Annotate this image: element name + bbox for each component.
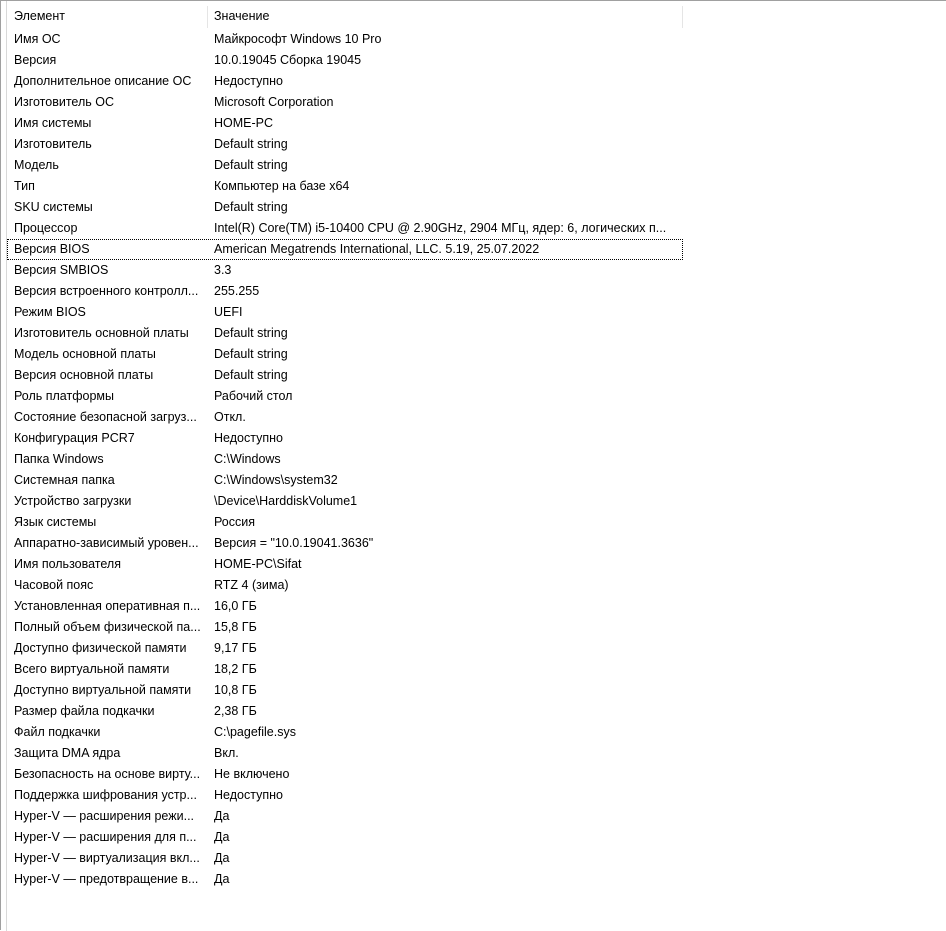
table-row[interactable]	[7, 260, 683, 281]
item-value: Недоступно	[214, 74, 283, 88]
item-name: Часовой пояс	[14, 578, 94, 592]
item-name: Конфигурация PCR7	[14, 431, 135, 445]
item-name: Дополнительное описание ОС	[14, 74, 192, 88]
table-row[interactable]	[7, 617, 683, 638]
system-summary-list	[7, 29, 683, 890]
column-header-item[interactable]: Элемент	[14, 9, 65, 23]
table-row[interactable]	[7, 71, 683, 92]
item-name: Версия основной платы	[14, 368, 154, 382]
item-value: 255.255	[214, 284, 260, 298]
item-name: Доступно виртуальной памяти	[14, 683, 192, 697]
item-value: Да	[214, 809, 230, 823]
table-row[interactable]	[7, 554, 683, 575]
table-row[interactable]	[7, 869, 683, 890]
table-row[interactable]	[7, 197, 683, 218]
item-name: Доступно физической памяти	[14, 641, 187, 655]
item-name: Размер файла подкачки	[14, 704, 155, 718]
table-row[interactable]	[7, 365, 683, 386]
item-name: Всего виртуальной памяти	[14, 662, 170, 676]
item-value: Microsoft Corporation	[214, 95, 334, 109]
item-name: Hyper-V — расширения для п...	[14, 830, 197, 844]
item-value: Default string	[214, 368, 288, 382]
item-name: Версия SMBIOS	[14, 263, 109, 277]
item-name: Защита DMA ядра	[14, 746, 121, 760]
item-name: Полный объем физической па...	[14, 620, 201, 634]
item-value: RTZ 4 (зима)	[214, 578, 289, 592]
item-name: Режим BIOS	[14, 305, 86, 319]
table-row[interactable]	[7, 848, 683, 869]
item-name: Hyper-V — виртуализация вкл...	[14, 851, 200, 865]
item-name: Имя ОС	[14, 32, 61, 46]
item-name: Версия BIOS	[14, 242, 90, 256]
item-name: Системная папка	[14, 473, 115, 487]
item-name: Файл подкачки	[14, 725, 101, 739]
item-name: SKU системы	[14, 200, 93, 214]
table-row[interactable]	[7, 827, 683, 848]
item-name: Имя пользователя	[14, 557, 121, 571]
table-row[interactable]	[7, 512, 683, 533]
table-row[interactable]	[7, 218, 683, 239]
item-name: Поддержка шифрования устр...	[14, 788, 197, 802]
item-value: UEFI	[214, 305, 243, 319]
item-value: C:\Windows	[214, 452, 281, 466]
item-name: Hyper-V — предотвращение в...	[14, 872, 199, 886]
item-value: C:\Windows\system32	[214, 473, 338, 487]
table-row[interactable]	[7, 596, 683, 617]
item-value: Да	[214, 851, 230, 865]
item-value: 9,17 ГБ	[214, 641, 257, 655]
item-value: Не включено	[214, 767, 290, 781]
item-name: Установленная оперативная п...	[14, 599, 201, 613]
item-value: Default string	[214, 200, 288, 214]
table-row[interactable]	[7, 155, 683, 176]
item-name: Безопасность на основе вирту...	[14, 767, 201, 781]
table-row[interactable]	[7, 680, 683, 701]
table-row[interactable]	[7, 323, 683, 344]
item-name: Состояние безопасной загруз...	[14, 410, 197, 424]
item-name: Процессор	[14, 221, 78, 235]
item-value: Default string	[214, 158, 288, 172]
table-row[interactable]	[7, 701, 683, 722]
item-value: C:\pagefile.sys	[214, 725, 296, 739]
item-value: Default string	[214, 137, 288, 151]
table-row[interactable]	[7, 50, 683, 71]
table-row[interactable]	[7, 764, 683, 785]
item-name: Версия встроенного контролл...	[14, 284, 199, 298]
table-row[interactable]	[7, 491, 683, 512]
item-name: Имя системы	[14, 116, 92, 130]
item-value: HOME-PC\Sifat	[214, 557, 302, 571]
item-name: Аппаратно-зависимый уровен...	[14, 536, 199, 550]
column-header-value[interactable]: Значение	[214, 9, 270, 23]
item-name: Версия	[14, 53, 57, 67]
table-row[interactable]	[7, 533, 683, 554]
item-value: Вкл.	[214, 746, 239, 760]
item-value: Default string	[214, 326, 288, 340]
item-name: Изготовитель основной платы	[14, 326, 189, 340]
table-row[interactable]	[7, 806, 683, 827]
table-row[interactable]	[7, 134, 683, 155]
table-row[interactable]	[7, 470, 683, 491]
item-name: Hyper-V — расширения режи...	[14, 809, 195, 823]
table-row[interactable]	[7, 659, 683, 680]
table-row[interactable]	[7, 449, 683, 470]
table-row[interactable]	[7, 722, 683, 743]
table-row[interactable]	[7, 428, 683, 449]
item-value: 3.3	[214, 263, 232, 277]
item-value: 10.0.19045 Сборка 19045	[214, 53, 362, 67]
item-value: Default string	[214, 347, 288, 361]
table-row[interactable]	[7, 407, 683, 428]
item-name: Роль платформы	[14, 389, 114, 403]
item-value: Недоступно	[214, 788, 283, 802]
item-value: Россия	[214, 515, 255, 529]
item-name: Изготовитель ОС	[14, 95, 114, 109]
item-name: Модель	[14, 158, 59, 172]
item-value: 15,8 ГБ	[214, 620, 257, 634]
table-row[interactable]	[7, 281, 683, 302]
table-row[interactable]	[7, 113, 683, 134]
item-name: Изготовитель	[14, 137, 92, 151]
item-name: Тип	[14, 179, 35, 193]
column-divider[interactable]	[682, 6, 683, 28]
item-value: Intel(R) Core(TM) i5-10400 CPU @ 2.90GHz, 2904 МГц, ядер: 6, логических п...	[214, 221, 667, 235]
item-value: American Megatrends International, LLC. 5.19, 25.07.2022	[214, 242, 540, 256]
table-row[interactable]	[7, 743, 683, 764]
item-name: Язык системы	[14, 515, 97, 529]
table-row[interactable]	[7, 785, 683, 806]
item-value: 10,8 ГБ	[214, 683, 257, 697]
item-value: 16,0 ГБ	[214, 599, 257, 613]
item-name: Устройство загрузки	[14, 494, 132, 508]
item-value: Майкрософт Windows 10 Pro	[214, 32, 382, 46]
item-value: \Device\HarddiskVolume1	[214, 494, 358, 508]
table-row[interactable]	[7, 344, 683, 365]
item-value: HOME-PC	[214, 116, 274, 130]
table-row[interactable]	[7, 302, 683, 323]
list-header	[7, 4, 683, 28]
item-value: Версия = "10.0.19041.3636"	[214, 536, 374, 550]
table-row[interactable]	[7, 386, 683, 407]
item-value: Рабочий стол	[214, 389, 293, 403]
item-value: Да	[214, 830, 230, 844]
item-value: Компьютер на базе x64	[214, 179, 350, 193]
table-row[interactable]	[7, 575, 683, 596]
table-row[interactable]	[7, 638, 683, 659]
item-value: 18,2 ГБ	[214, 662, 257, 676]
item-value: Откл.	[214, 410, 246, 424]
table-row-focused[interactable]	[7, 239, 683, 260]
item-value: Да	[214, 872, 230, 886]
table-row[interactable]	[7, 29, 683, 50]
item-name: Модель основной платы	[14, 347, 156, 361]
table-row[interactable]	[7, 92, 683, 113]
item-name: Папка Windows	[14, 452, 104, 466]
item-value: Недоступно	[214, 431, 283, 445]
item-value: 2,38 ГБ	[214, 704, 257, 718]
table-row[interactable]	[7, 176, 683, 197]
